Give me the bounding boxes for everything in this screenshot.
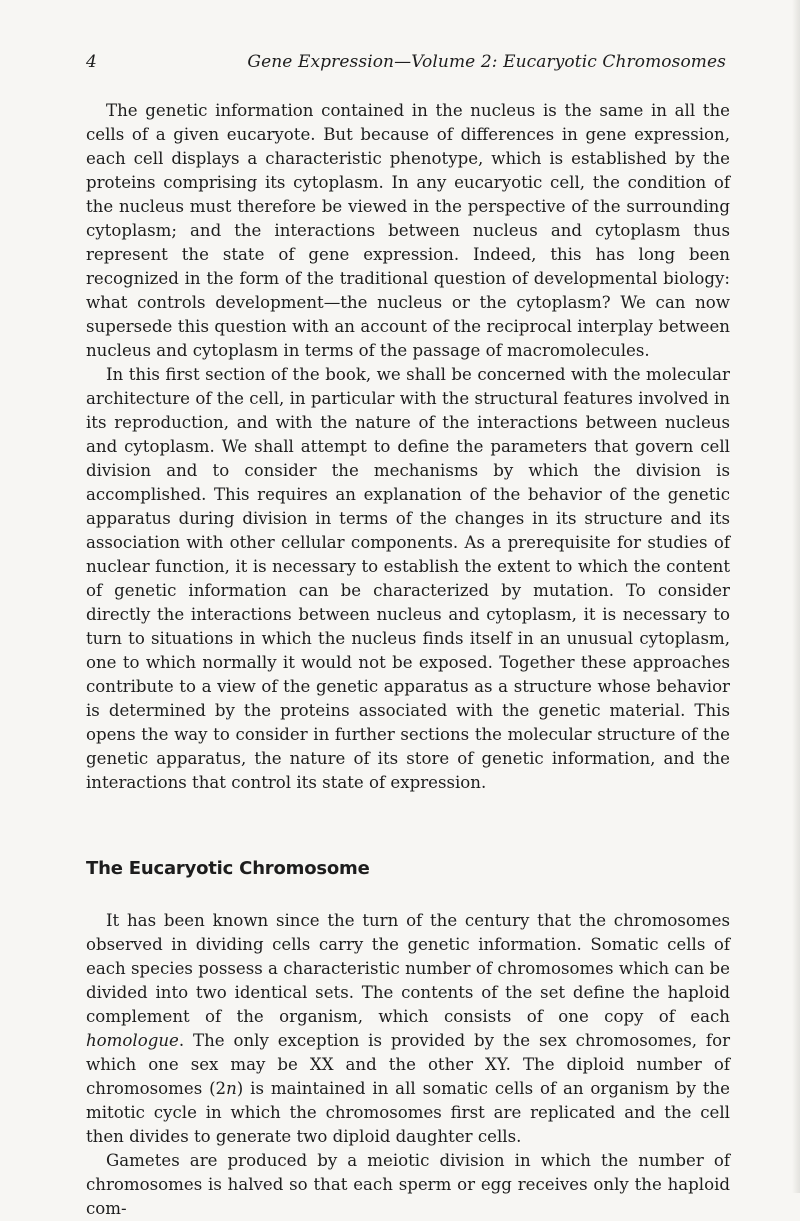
section-paragraph-2: Gametes are produced by a meiotic division in which the number of chromosomes is halved so that each sperm or egg receives only the haploid com- (86, 1151, 730, 1218)
intro-paragraph-1: The genetic information contained in the nucleus is the same in all the cells of a given eucaryote. But because of differences in gene expression, each cell displays a characteristic phenotype, which is established by the proteins comprising its cytoplasm. In any eucaryotic cell, the condition of the nucleus must therefore be viewed in the perspective of the surrounding cytoplasm; and the interactions between nucleus and cytoplasm thus represent the state of gene expression. Indeed, this has long been recognized in the form of the traditional question of developmental biology: what controls development—the nucleus or the cytoplasm? We can now supersede this question with an account of the reciprocal interplay between nucleus and cytoplasm in terms of the passage of macromolecules. (86, 101, 730, 360)
n-symbol: n (226, 1079, 237, 1098)
section-paragraph-1 (86, 909, 730, 1149)
section-heading: The Eucaryotic Chromosome (86, 858, 370, 879)
body-text (86, 99, 730, 1221)
page-edge (792, 0, 800, 1193)
intro-paragraph-2: In this first section of the book, we shall be concerned with the molecular architecture of the cell, in particular with the structural features involved in its reproduction, and with the nature of the interactions between nucleus and cytoplasm. We shall attempt to define the parameters that govern cell division and to consider the mechanisms by which the division is accomplished. This requires an explanation of the behavior of the genetic apparatus during division in terms of the changes in its structure and its association with other cellular components. As a prerequisite for studies of nuclear function, it is necessary to establish the extent to which the content of genetic information can be characterized by mutation. To consider directly the interactions between nucleus and cytoplasm, it is necessary to turn to situations in which the nucleus finds itself in an unusual cytoplasm, one to which normally it would not be exposed. Together these approaches contribute to a view of the genetic apparatus as a structure whose behavior is determined by the proteins associated with the genetic material. This opens the way to consider in further sections the molecular structure of the genetic apparatus, the nature of its store of genetic information, and the interactions that control its state of expression. (86, 365, 730, 792)
homologue-term: homologue (86, 1031, 179, 1050)
section-text-part: It has been known since the turn of the century that the chromosomes observed in dividing cells carry the genetic information. Somatic cells of each species possess a characteristic number of chromosomes which can be divided into two identical sets. The contents of the set define the haploid complement of the organism, which consists of one copy of each (86, 911, 730, 1026)
running-title: Gene Expression—Volume 2: Eucaryotic Chromosomes (247, 52, 726, 72)
page-number: 4 (86, 52, 97, 72)
section-text-part: . The only exception is provided by the sex chromosomes, for which one sex may be XX and the other XY. The diploid number of chromosomes (2 (86, 1031, 730, 1098)
section-text-part: ) is maintained in all somatic cells of an organism by the mitotic cycle in which the chromosomes first are replicated and the cell then divides to generate two diploid daughter cells. (86, 1079, 730, 1146)
